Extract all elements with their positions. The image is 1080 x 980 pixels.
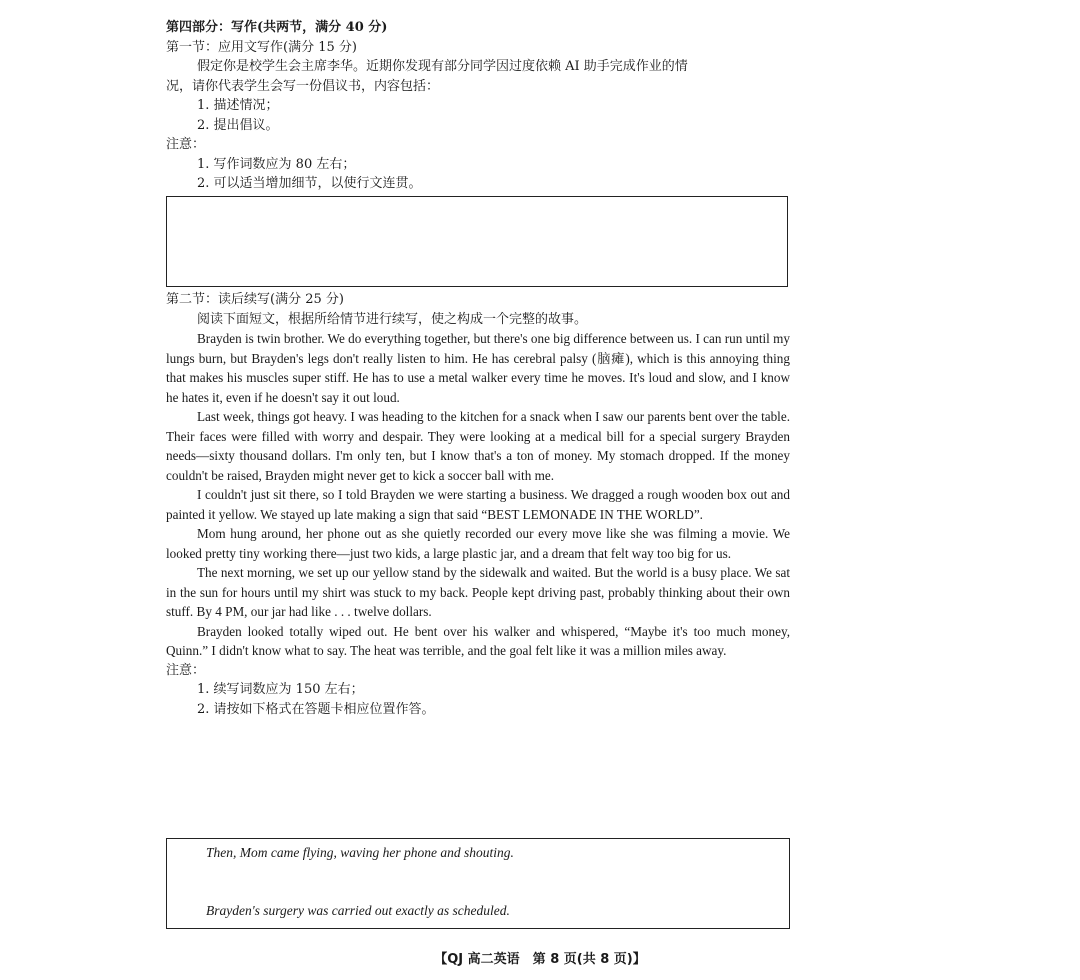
story-paragraph: Mom hung around, her phone out as she quietly recorded our every move like she was filming a movie. We looked pretty tiny working there—just two kids, a large plastic jar, and a dream that felt way too big for us.	[166, 526, 790, 561]
continuation-end-sentence: Brayden's surgery was carried out exactly as scheduled.	[206, 903, 510, 918]
section1-note: 1. 写作词数应为 80 左右；	[197, 156, 356, 172]
continuation-start-sentence: Then, Mom came flying, waving her phone and shouting.	[206, 845, 514, 860]
section1-item: 2. 提出倡议。	[197, 117, 279, 133]
story-paragraph: The next morning, we set up our yellow stand by the sidewalk and waited. But the world is a busy place. We sat in the sun for hours until my shirt was stuck to my back. People kept driving past, probably thinking about their own stuff. By 4 PM, our jar had like . . . twelve dollars.	[166, 565, 790, 619]
section2-note: 2. 请按如下格式在答题卡相应位置作答。	[197, 701, 435, 717]
part-title: 第四部分：写作(共两节，满分 40 分)	[166, 20, 388, 35]
section1-answer-box[interactable]	[166, 196, 788, 287]
section1-prompt-line2: 况，请你代表学生会写一份倡议书，内容包括：	[166, 78, 440, 94]
section1-prompt-line1: 假定你是校学生会主席李华。近期你发现有部分同学因过度依赖 AI 助手完成作业的情	[197, 59, 688, 74]
section1-block	[166, 18, 790, 194]
section1-title: 第一节：应用文写作(满分 15 分)	[166, 39, 357, 55]
story-paragraph: Last week, things got heavy. I was heading to the kitchen for a snack when I saw our parents bent over the table. Their faces were filled with worry and despair. They were looking at a medical bill for a special surgery Brayden needs—sixty thousand dollars. I'm only ten, but I know that's a ton of money. My stomach dropped. If the money couldn't be raised, Brayden might never get to kick a soccer ball with me.	[166, 409, 790, 483]
section2-note-label: 注意：	[166, 662, 206, 678]
story-paragraph: Brayden looked totally wiped out. He bent over his walker and whispered, “Maybe it's too much money, Quinn.” I didn't know what to say. The heat was terrible, and the goal felt like it was a million miles away.	[166, 623, 790, 658]
section2-prompt: 阅读下面短文，根据所给情节进行续写，使之构成一个完整的故事。	[197, 311, 588, 327]
section2-answer-box[interactable]	[166, 838, 790, 929]
section1-note-label: 注意：	[166, 137, 206, 152]
section1-item: 1. 描述情况；	[197, 98, 279, 113]
section1-note: 2. 可以适当增加细节，以使行文连贯。	[197, 176, 422, 191]
section2-block	[166, 290, 790, 719]
story-paragraph: I couldn't just sit there, so I told Brayden we were starting a business. We dragged a rough wooden box out and painted it yellow. We stayed up late making a sign that said “BEST LEMONADE IN THE WORLD”.	[166, 487, 790, 522]
section2-title: 第二节：读后续写(满分 25 分)	[166, 292, 344, 307]
story-paragraph: Brayden is twin brother. We do everything together, but there's one big difference between us. I can run until my lungs burn, but Brayden's legs don't really listen to him. He has cerebral palsy (脑瘫), which is this annoying thing that makes his muscles super stiff. He has to use a metal walker every time he moves. It's loud and slow, and I know he hates it, even if he doesn't say it out loud.	[166, 331, 790, 405]
page-footer: 【QJ 高二英语 第 8 页(共 8 页)】	[434, 952, 646, 967]
section2-note: 1. 续写词数应为 150 左右；	[197, 682, 364, 697]
